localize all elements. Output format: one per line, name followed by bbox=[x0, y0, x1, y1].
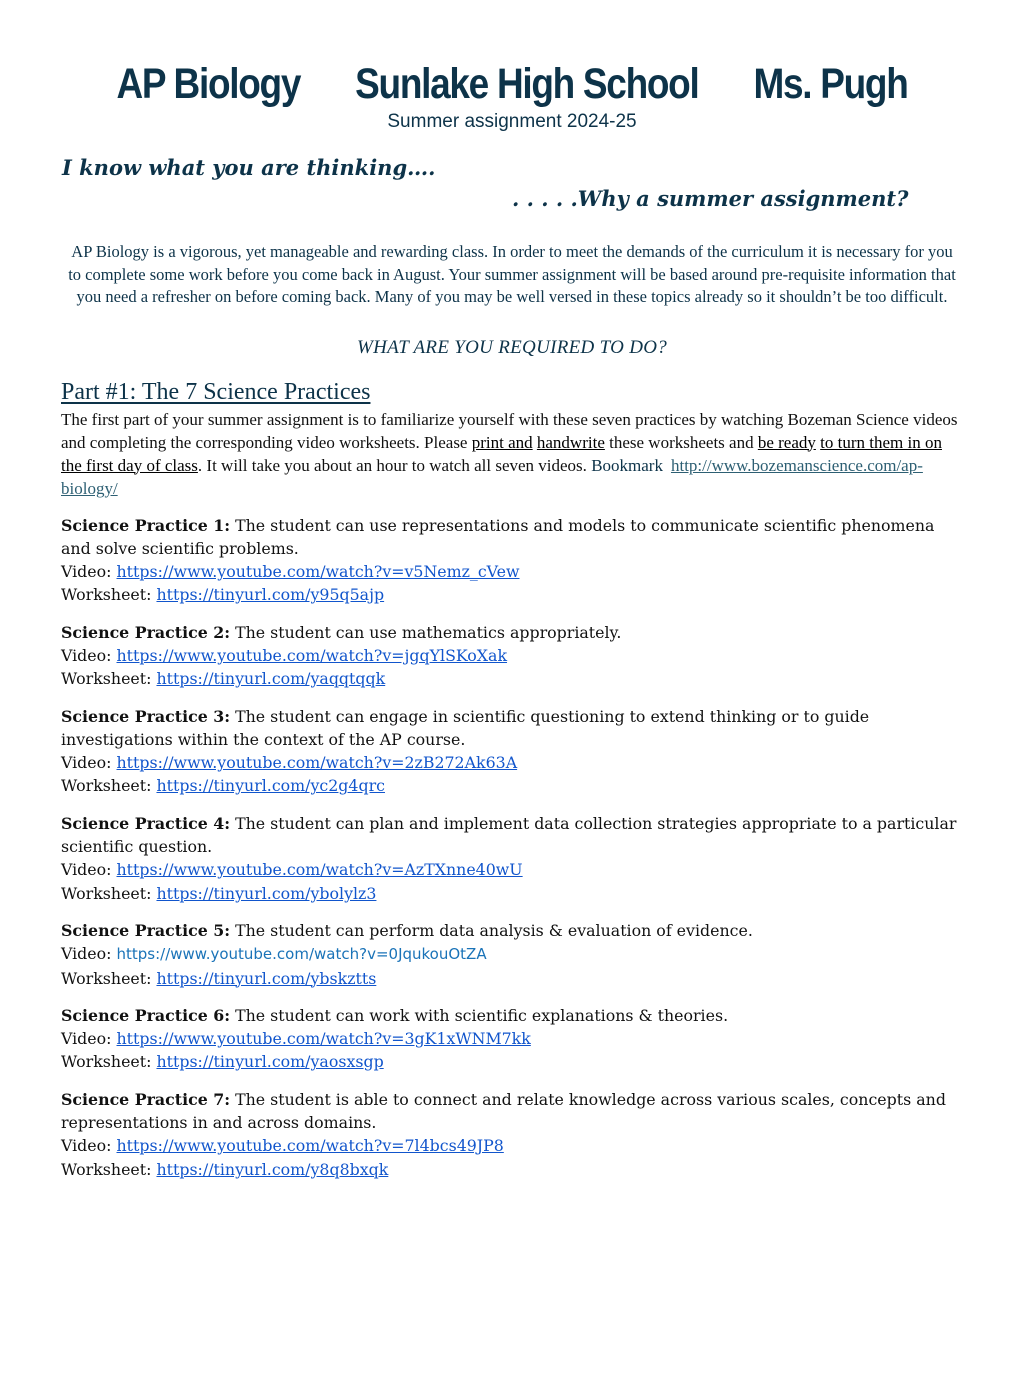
bookmark-label: Bookmark bbox=[591, 455, 663, 475]
video-label: Video: bbox=[61, 1136, 117, 1156]
part1-text-b: these worksheets and bbox=[604, 432, 758, 452]
practice-desc: The student can work with scientific explanations & theories. bbox=[230, 1005, 729, 1025]
school-name: Sunlake High School bbox=[355, 60, 699, 108]
video-label: Video: bbox=[61, 562, 117, 582]
worksheet-link[interactable]: https://tinyurl.com/yaqqtqqk bbox=[156, 669, 386, 689]
video-label: Video: bbox=[61, 944, 117, 964]
intro-paragraph: AP Biology is a vigorous, yet manageable and rewarding class. In order to meet the demands of the curriculum it is necessary for you to complete some work before you come back in August. Your summer assignment will be based around pre-requisite information that you need a refresher on before coming back. Many of you may be well versed in these topics already so it shouldn’t be too difficult. bbox=[68, 242, 956, 306]
practice-item-1 bbox=[61, 514, 964, 607]
worksheet-link[interactable]: https://tinyurl.com/y8q8bxqk bbox=[156, 1159, 389, 1179]
practice-title: Science Practice 3: bbox=[61, 706, 231, 726]
practice-desc: The student can use representations and models to communicate scientific phenomena and solve scientific problems. bbox=[61, 515, 935, 558]
course-title: AP Biology bbox=[116, 60, 301, 108]
practice-list bbox=[0, 514, 1024, 1181]
worksheet-link[interactable]: https://tinyurl.com/ybskztts bbox=[156, 968, 377, 988]
worksheet-label: Worksheet: bbox=[61, 776, 157, 796]
practice-title: Science Practice 7: bbox=[61, 1089, 231, 1109]
teacher-name: Ms. Pugh bbox=[753, 60, 908, 108]
handwrite-text: handwrite bbox=[536, 432, 605, 452]
worksheet-link[interactable]: https://tinyurl.com/yaosxsgp bbox=[156, 1052, 384, 1072]
video-link[interactable]: https://www.youtube.com/watch?v=v5Nemz_cVew bbox=[116, 562, 520, 582]
part1-text-c: . It will take you about an hour to watch all seven videos. bbox=[197, 455, 592, 475]
worksheet-label: Worksheet: bbox=[61, 669, 157, 689]
worksheet-label: Worksheet: bbox=[61, 968, 157, 988]
practice-desc: The student can perform data analysis & evaluation of evidence. bbox=[230, 920, 753, 940]
practice-title: Science Practice 5: bbox=[61, 920, 231, 940]
part1-body bbox=[61, 408, 958, 500]
part1-text-a: The first part of your summer assignment is to familiarize yourself with these seven practices by watching Bozeman Science videos and completing the corresponding video worksheets. Please bbox=[61, 409, 958, 452]
worksheet-label: Worksheet: bbox=[61, 1052, 157, 1072]
video-label: Video: bbox=[61, 860, 117, 880]
worksheet-link[interactable]: https://tinyurl.com/yc2g4qrc bbox=[156, 776, 385, 796]
video-link[interactable]: https://www.youtube.com/watch?v=jgqYlSKoXak bbox=[116, 645, 508, 665]
practice-desc: The student can use mathematics appropriately. bbox=[230, 622, 622, 642]
video-link[interactable]: https://www.youtube.com/watch?v=3gK1xWNM7kk bbox=[116, 1029, 531, 1049]
practice-desc: The student is able to connect and relate knowledge across various scales, concepts and representations in and across domains. bbox=[61, 1089, 946, 1133]
part1-title: Part #1: The 7 Science Practices bbox=[61, 378, 371, 405]
practice-item-3 bbox=[61, 705, 964, 798]
practice-title: Science Practice 6: bbox=[61, 1005, 231, 1025]
practice-item-6 bbox=[61, 1004, 964, 1074]
worksheet-label: Worksheet: bbox=[61, 585, 157, 605]
practice-item-2 bbox=[61, 621, 964, 691]
practice-item-4 bbox=[61, 812, 964, 905]
assignment-subtitle: Summer assignment 2024-25 bbox=[387, 111, 637, 132]
print-and-text: print and bbox=[471, 432, 533, 452]
turn-in-text: to turn them in on the first day of class bbox=[61, 432, 942, 475]
hook-line-1: I know what you are thinking…. bbox=[62, 155, 436, 180]
video-label: Video: bbox=[61, 1029, 117, 1049]
video-label: Video: bbox=[61, 645, 117, 665]
practice-title: Science Practice 1: bbox=[61, 515, 231, 535]
bozeman-link[interactable]: http://www.bozemanscience.com/ap-biology/ bbox=[61, 455, 923, 498]
video-link[interactable]: https://www.youtube.com/watch?v=7l4bcs49JP8 bbox=[116, 1136, 504, 1156]
video-link[interactable]: https://www.youtube.com/watch?v=0JqukouOtZA bbox=[116, 945, 487, 964]
practice-item-5 bbox=[61, 919, 964, 990]
worksheet-label: Worksheet: bbox=[61, 883, 157, 903]
practice-title: Science Practice 4: bbox=[61, 813, 231, 833]
worksheet-link[interactable]: https://tinyurl.com/y95q5ajp bbox=[156, 585, 385, 605]
worksheet-link[interactable]: https://tinyurl.com/ybolylz3 bbox=[156, 883, 377, 903]
practice-desc: The student can plan and implement data collection strategies appropriate to a particular scientific question. bbox=[61, 813, 957, 857]
worksheet-label: Worksheet: bbox=[61, 1159, 157, 1179]
video-label: Video: bbox=[61, 753, 117, 773]
video-link[interactable]: https://www.youtube.com/watch?v=2zB272Ak63A bbox=[116, 753, 518, 773]
required-heading: WHAT ARE YOU REQUIRED TO DO? bbox=[356, 336, 668, 358]
hook-line-2: . . . . .Why a summer assignment? bbox=[512, 186, 909, 211]
video-link[interactable]: https://www.youtube.com/watch?v=AzTXnne40wU bbox=[116, 860, 523, 880]
be-ready-text: be ready bbox=[757, 432, 816, 452]
document-header bbox=[72, 60, 953, 109]
practice-desc: The student can engage in scientific questioning to extend thinking or to guide investigations within the context of the AP course. bbox=[61, 706, 870, 749]
practice-item-7 bbox=[61, 1088, 964, 1181]
practice-title: Science Practice 2: bbox=[61, 622, 231, 642]
